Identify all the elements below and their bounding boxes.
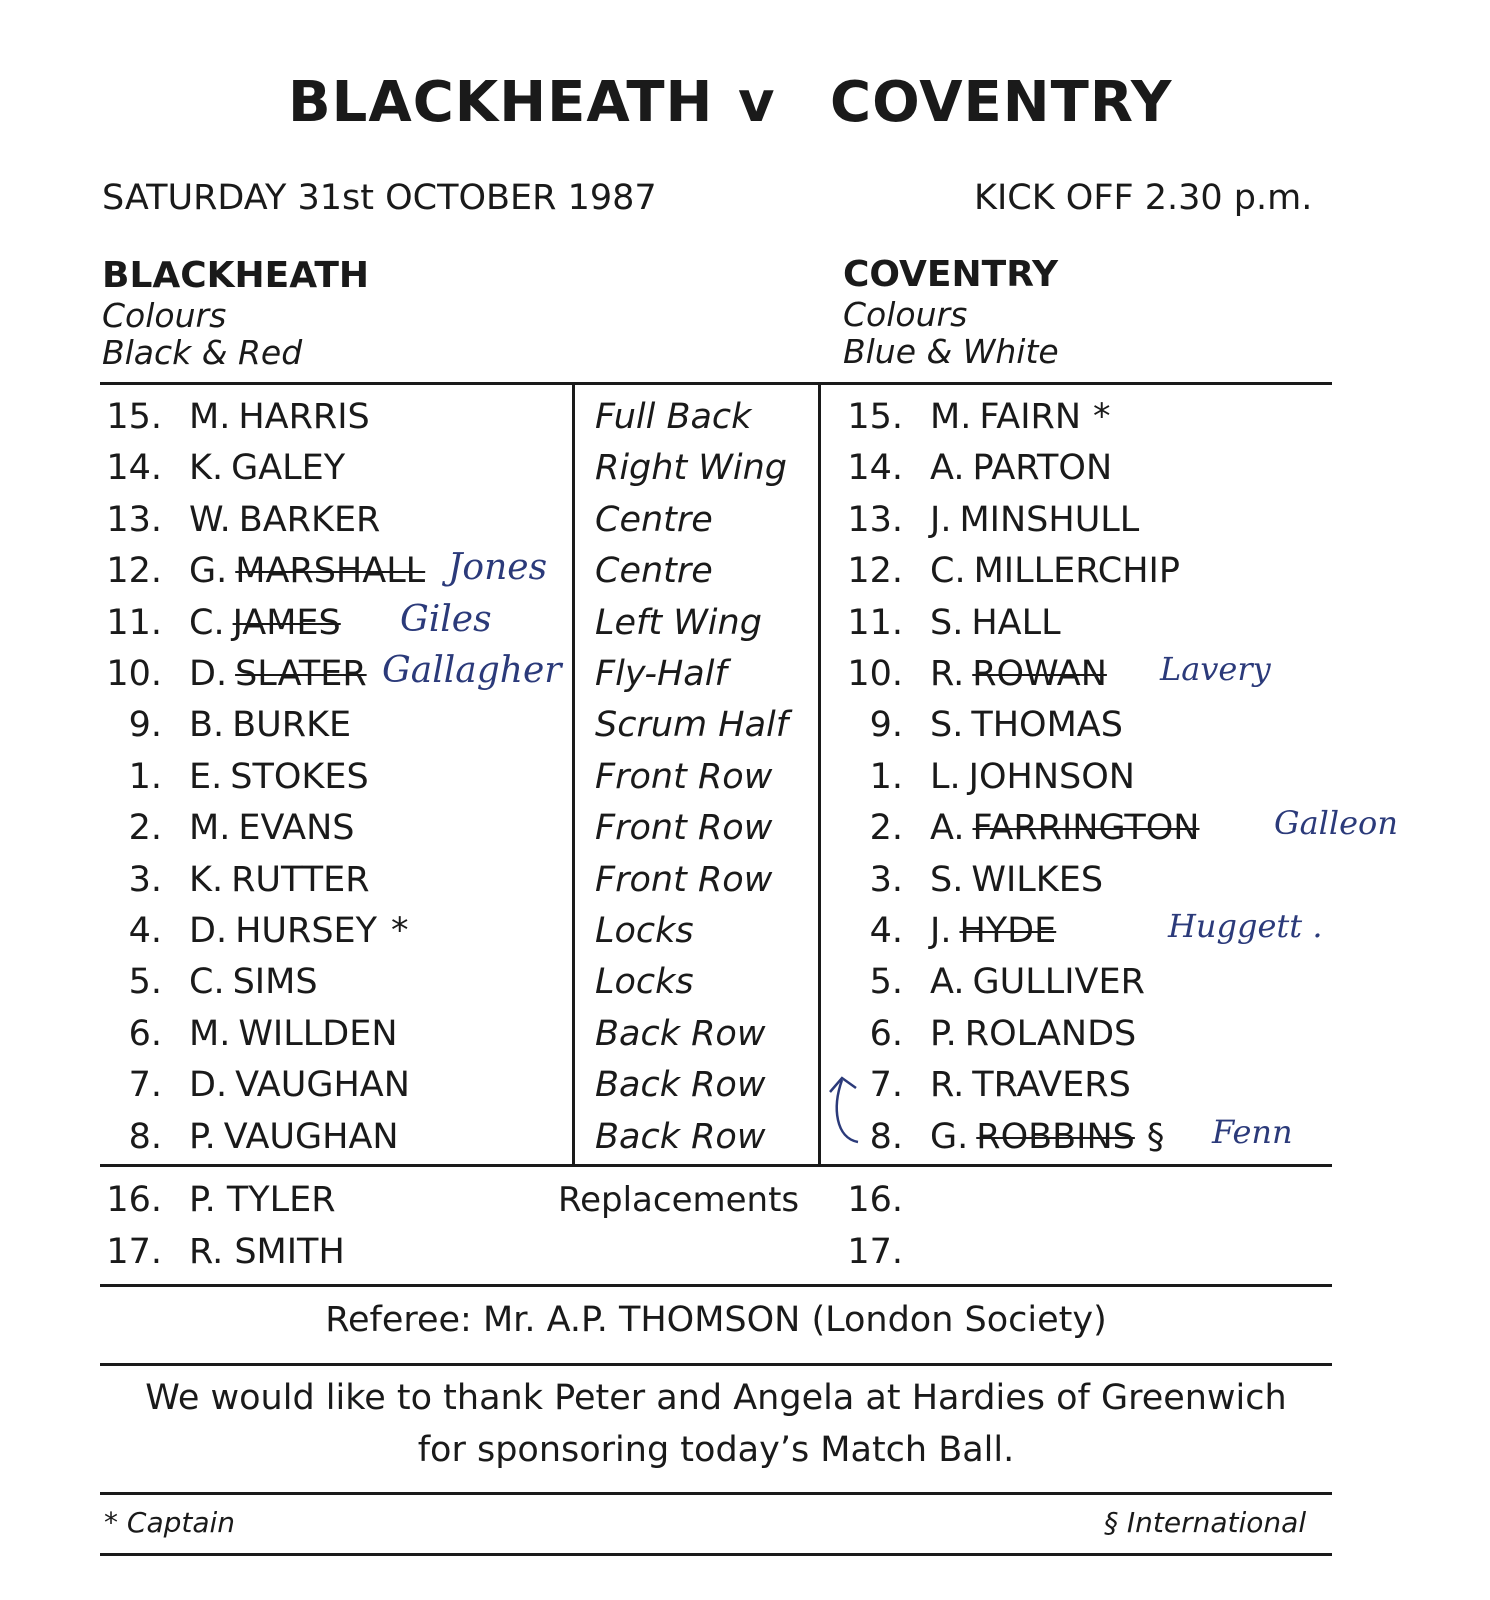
away-player-number: 9. [869, 705, 903, 745]
home-player-name [189, 597, 355, 649]
away-player-surname: TRAVERS [972, 1065, 1131, 1105]
away-player-surname: ROWAN [972, 654, 1107, 694]
away-player-surname: THOMAS [971, 705, 1123, 745]
home-player-surname: HURSEY [235, 911, 378, 951]
away-player-initial: A. [930, 448, 965, 488]
position-label: Full Back [595, 397, 752, 437]
home-player-number: 4. [128, 911, 162, 951]
home-player-row [102, 751, 562, 803]
home-player-initial: E. [189, 757, 223, 797]
away-replacement-number: 17. [847, 1232, 903, 1272]
home-player-number: 10. [106, 654, 162, 694]
away-player-number: 14. [847, 448, 903, 488]
home-player-name [189, 494, 394, 546]
home-player-row [102, 442, 562, 494]
away-player-name [930, 442, 1124, 494]
away-player-name [930, 802, 1211, 854]
home-player-initial: M. [189, 808, 231, 848]
away-player-surname: MINSHULL [959, 500, 1140, 540]
divider-footer-bottom [100, 1553, 1332, 1556]
away-player-name [930, 751, 1147, 803]
home-player-surname: BURKE [232, 705, 352, 745]
away-player-initial: S. [930, 860, 964, 900]
home-player-surname: GALEY [231, 448, 346, 488]
sponsor-line-1: We would like to thank Peter and Angela at Hardies of Greenwich [145, 1378, 1287, 1418]
away-team-title: COVENTRY [830, 70, 1173, 135]
referee-line: Referee: Mr. A.P. THOMSON (London Society) [325, 1300, 1107, 1340]
away-player-surname: ROBBINS [976, 1117, 1135, 1157]
away-player-initial: M. [930, 397, 972, 437]
home-player-number: 3. [128, 860, 162, 900]
home-handwritten-substitute: Giles [400, 599, 492, 640]
home-player-name [189, 905, 409, 957]
home-player-initial: D. [189, 654, 228, 694]
away-player-initial: P. [930, 1014, 957, 1054]
position-label: Back Row [595, 1065, 766, 1105]
home-player-number: 8. [128, 1117, 162, 1157]
away-player-name [930, 1059, 1143, 1111]
home-player-surname: STOKES [230, 757, 369, 797]
position-label: Back Row [595, 1014, 766, 1054]
away-colours-label: Colours [843, 295, 968, 334]
away-player-name [930, 854, 1115, 906]
home-player-row [102, 1008, 562, 1060]
home-player-name [189, 648, 381, 700]
home-player-surname: WILLDEN [238, 1014, 398, 1054]
away-team-heading: COVENTRY [843, 254, 1059, 295]
away-player-row [843, 442, 1323, 494]
home-replacement-name: R. SMITH [189, 1232, 345, 1272]
away-player-number: 2. [869, 808, 903, 848]
home-player-initial: M. [189, 1014, 231, 1054]
position-label: Right Wing [595, 448, 788, 488]
position-label: Fly-Half [595, 654, 727, 694]
away-player-row [843, 391, 1323, 443]
home-player-row [102, 494, 562, 546]
home-player-number: 15. [106, 397, 162, 437]
away-player-surname: MILLERCHIP [973, 551, 1180, 591]
divider-top [100, 382, 1332, 385]
home-player-initial: K. [189, 448, 224, 488]
home-player-name [189, 802, 369, 854]
home-player-number: 2. [128, 808, 162, 848]
home-replacement-number: 17. [106, 1232, 162, 1272]
home-player-row [102, 1059, 562, 1111]
home-player-initial: C. [189, 603, 225, 643]
home-player-row [102, 956, 562, 1008]
away-player-name [930, 1111, 1164, 1163]
home-player-name [189, 699, 365, 751]
home-player-row [102, 905, 562, 957]
away-player-number: 12. [847, 551, 903, 591]
home-player-mark: * [391, 911, 409, 951]
home-player-row [102, 802, 562, 854]
away-player-name [930, 699, 1135, 751]
position-label: Front Row [595, 808, 773, 848]
away-player-surname: JOHNSON [968, 757, 1135, 797]
divider-column-left [572, 384, 575, 1166]
away-handwritten-substitute: Huggett . [1168, 907, 1323, 945]
home-player-name [189, 1008, 412, 1060]
away-player-surname: HYDE [959, 911, 1057, 951]
away-player-row [843, 494, 1323, 546]
replacements-label: Replacements [558, 1180, 800, 1220]
home-player-name [189, 956, 332, 1008]
home-player-name [189, 391, 384, 443]
home-player-surname: SLATER [235, 654, 367, 694]
footnote-captain: * Captain [104, 1506, 236, 1539]
position-label: Centre [595, 551, 713, 591]
away-player-name [930, 1008, 1148, 1060]
home-player-row [102, 854, 562, 906]
away-handwritten-substitute: Fenn [1212, 1113, 1293, 1151]
home-player-initial: P. [189, 1117, 216, 1157]
away-player-surname: PARTON [972, 448, 1113, 488]
away-player-row [843, 597, 1323, 649]
match-date: SATURDAY 31st OCTOBER 1987 [102, 178, 657, 218]
away-player-surname: ROLANDS [964, 1014, 1137, 1054]
away-player-number: 11. [847, 603, 903, 643]
away-player-mark: * [1093, 397, 1111, 437]
home-player-number: 14. [106, 448, 162, 488]
away-player-number: 7. [869, 1065, 903, 1105]
home-player-number: 5. [128, 962, 162, 1002]
away-player-initial: L. [930, 757, 961, 797]
home-player-surname: VAUGHAN [223, 1117, 399, 1157]
home-player-number: 7. [128, 1065, 162, 1105]
away-player-name [930, 956, 1157, 1008]
away-player-surname: WILKES [971, 860, 1104, 900]
away-player-row [843, 1059, 1323, 1111]
away-player-number: 15. [847, 397, 903, 437]
home-player-initial: W. [189, 500, 231, 540]
home-handwritten-substitute: Gallagher [382, 650, 562, 691]
position-label: Centre [595, 500, 713, 540]
away-player-row [843, 545, 1323, 597]
home-player-number: 6. [128, 1014, 162, 1054]
home-colours-label: Colours [102, 296, 227, 335]
away-player-name [930, 597, 1073, 649]
footnote-international: § International [1104, 1506, 1307, 1539]
away-player-number: 5. [869, 962, 903, 1002]
away-player-initial: J. [930, 500, 952, 540]
away-player-initial: A. [930, 962, 965, 1002]
home-player-row [102, 597, 562, 649]
divider-replacements-bottom [100, 1284, 1332, 1287]
away-player-name [930, 545, 1192, 597]
away-player-row [843, 854, 1323, 906]
away-player-row [843, 699, 1323, 751]
home-player-initial: M. [189, 397, 231, 437]
away-player-surname: FARRINGTON [972, 808, 1200, 848]
home-player-initial: K. [189, 860, 224, 900]
home-player-surname: MARSHALL [235, 551, 426, 591]
home-player-row [102, 699, 562, 751]
position-label: Front Row [595, 757, 773, 797]
away-player-row [843, 751, 1323, 803]
home-player-name [189, 545, 439, 597]
away-player-initial: R. [930, 654, 965, 694]
home-player-initial: B. [189, 705, 225, 745]
home-player-number: 1. [128, 757, 162, 797]
home-player-number: 13. [106, 500, 162, 540]
home-player-row [102, 391, 562, 443]
home-player-number: 9. [128, 705, 162, 745]
away-player-name [930, 905, 1068, 957]
home-team-heading: BLACKHEATH [102, 255, 370, 296]
away-player-initial: J. [930, 911, 952, 951]
away-player-row [843, 956, 1323, 1008]
away-player-row [843, 1008, 1323, 1060]
position-label: Left Wing [595, 603, 762, 643]
home-player-surname: HARRIS [238, 397, 370, 437]
divider-referee-bottom [100, 1363, 1332, 1366]
home-player-initial: D. [189, 911, 228, 951]
home-player-surname: JAMES [232, 603, 341, 643]
position-label: Locks [595, 962, 694, 1002]
away-player-number: 3. [869, 860, 903, 900]
away-handwritten-substitute: Galleon [1274, 804, 1398, 842]
home-player-initial: C. [189, 962, 225, 1002]
home-player-surname: BARKER [238, 500, 381, 540]
kickoff-time: KICK OFF 2.30 p.m. [974, 178, 1313, 218]
away-player-number: 13. [847, 500, 903, 540]
position-label: Back Row [595, 1117, 766, 1157]
away-colours: Blue & White [843, 332, 1059, 371]
away-player-initial: S. [930, 705, 964, 745]
sponsor-line-2: for sponsoring today’s Match Ball. [417, 1430, 1015, 1470]
home-player-name [189, 442, 359, 494]
away-player-number: 4. [869, 911, 903, 951]
home-player-number: 11. [106, 603, 162, 643]
divider-sponsor-bottom [100, 1492, 1332, 1495]
home-player-name [189, 854, 384, 906]
position-label: Scrum Half [595, 705, 789, 745]
home-player-initial: G. [189, 551, 228, 591]
away-player-number: 6. [869, 1014, 903, 1054]
away-player-surname: HALL [971, 603, 1061, 643]
home-handwritten-substitute: Jones [448, 547, 548, 588]
away-player-surname: GULLIVER [972, 962, 1145, 1002]
away-player-row [843, 802, 1323, 854]
away-player-number: 8. [869, 1117, 903, 1157]
away-replacement-number: 16. [847, 1180, 903, 1220]
away-player-mark: § [1146, 1117, 1165, 1157]
away-player-name [930, 648, 1119, 700]
away-player-initial: A. [930, 808, 965, 848]
home-player-surname: SIMS [232, 962, 318, 1002]
home-player-name [189, 1111, 413, 1163]
position-label: Front Row [595, 860, 773, 900]
away-player-name [930, 391, 1111, 443]
home-player-row [102, 1111, 562, 1163]
home-player-initial: D. [189, 1065, 228, 1105]
home-player-surname: RUTTER [231, 860, 370, 900]
away-player-name [930, 494, 1151, 546]
home-player-name [189, 1059, 424, 1111]
home-colours: Black & Red [102, 333, 303, 372]
home-player-surname: EVANS [238, 808, 355, 848]
away-player-initial: S. [930, 603, 964, 643]
divider-column-right [818, 384, 821, 1166]
home-player-number: 12. [106, 551, 162, 591]
away-player-initial: G. [930, 1117, 969, 1157]
away-player-initial: C. [930, 551, 966, 591]
away-player-initial: R. [930, 1065, 965, 1105]
home-team-title: BLACKHEATH [288, 70, 714, 135]
handwritten-arrow-icon [822, 1068, 862, 1148]
home-replacement-number: 16. [106, 1180, 162, 1220]
away-player-number: 1. [869, 757, 903, 797]
position-label: Locks [595, 911, 694, 951]
away-player-surname: FAIRN [979, 397, 1082, 437]
versus-label: v [738, 70, 776, 135]
divider-lineup-bottom [100, 1164, 1332, 1167]
home-player-name [189, 751, 383, 803]
home-replacement-name: P. TYLER [189, 1180, 336, 1220]
away-player-number: 10. [847, 654, 903, 694]
home-player-surname: VAUGHAN [235, 1065, 410, 1105]
away-handwritten-substitute: Lavery [1160, 650, 1271, 688]
